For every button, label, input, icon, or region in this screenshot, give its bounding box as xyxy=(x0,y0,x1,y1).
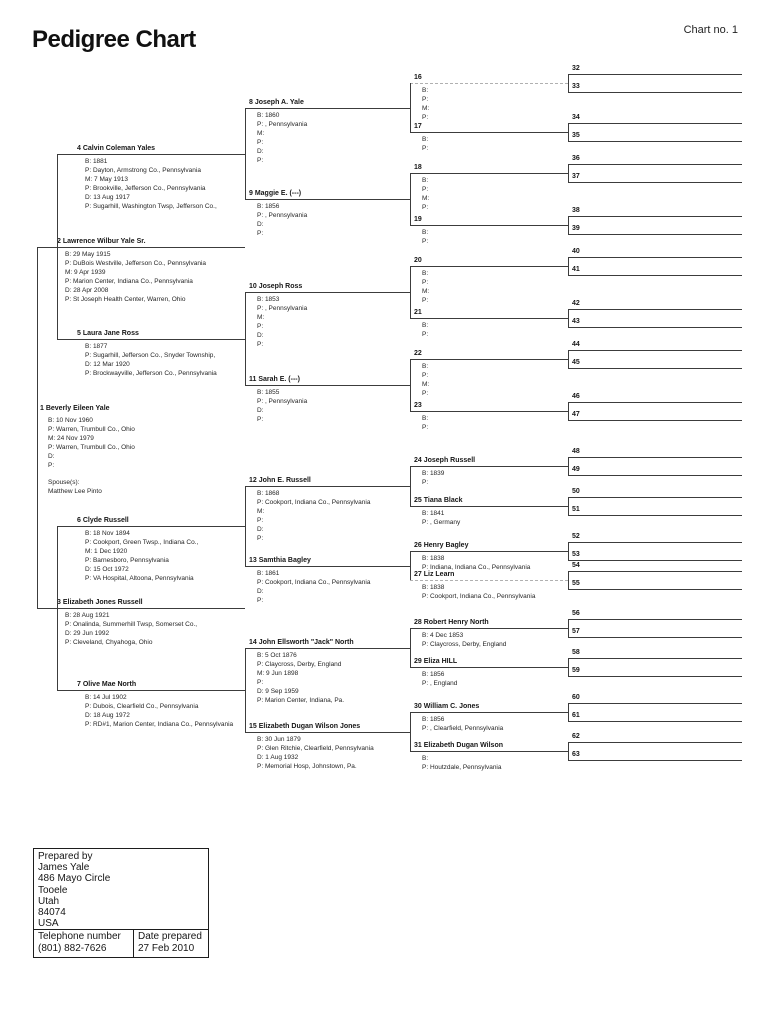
person-number: 47 xyxy=(572,411,580,418)
person-field: B: 1856 xyxy=(422,716,445,723)
pedigree-bracket xyxy=(245,486,246,566)
person-field: P: Claycross, Derby, England xyxy=(257,661,342,668)
person-field: P: xyxy=(422,297,429,304)
person-field: B: 1841 xyxy=(422,510,445,517)
person-field: B: xyxy=(422,177,429,184)
telephone-label: Telephone number xyxy=(38,931,121,942)
pedigree-line xyxy=(410,506,568,507)
pedigree-line xyxy=(568,542,742,543)
pedigree-bracket xyxy=(568,703,569,721)
person-field: M: xyxy=(257,130,265,137)
person-field: P: xyxy=(422,331,429,338)
person-name: 10 Joseph Ross xyxy=(249,283,303,290)
pedigree-line xyxy=(245,292,410,293)
person-field: M: xyxy=(422,105,430,112)
person-number: 34 xyxy=(572,114,580,121)
pedigree-bracket xyxy=(568,658,569,676)
person-field: P: xyxy=(422,96,429,103)
pedigree-line xyxy=(568,257,742,258)
pedigree-line xyxy=(568,515,742,516)
pedigree-line xyxy=(410,132,568,133)
footer-telephone-cell xyxy=(34,930,134,957)
pedigree-line xyxy=(568,74,742,75)
pedigree-bracket xyxy=(245,292,246,385)
pedigree-line xyxy=(410,580,568,581)
pedigree-bracket xyxy=(410,712,411,751)
footer-state: Utah xyxy=(38,895,60,907)
pedigree-line xyxy=(410,712,568,713)
person-field: M: xyxy=(257,314,265,321)
person-field: B: xyxy=(422,322,429,329)
person-number: 45 xyxy=(572,359,580,366)
person-field: P: xyxy=(48,462,55,469)
pedigree-line xyxy=(568,742,742,743)
person-field: P: xyxy=(422,238,429,245)
person-field: P: , Pennsylvania xyxy=(257,398,308,405)
person-number: 46 xyxy=(572,393,580,400)
pedigree-line xyxy=(245,732,410,733)
person-field: P: , Pennsylvania xyxy=(257,305,308,312)
person-name: 1 Beverly Eileen Yale xyxy=(40,405,110,412)
person-field: P: , Clearfield, Pennsylvania xyxy=(422,725,504,732)
pedigree-bracket xyxy=(568,216,569,234)
person-field: P: Brockwayville, Jefferson Co., Pennsylvania xyxy=(85,370,217,377)
person-number: 43 xyxy=(572,318,580,325)
pedigree-line xyxy=(568,164,742,165)
pedigree-line xyxy=(568,141,742,142)
pedigree-line xyxy=(410,359,568,360)
pedigree-line xyxy=(568,658,742,659)
person-number: 63 xyxy=(572,751,580,758)
person-field: B: 1860 xyxy=(257,112,280,119)
pedigree-line xyxy=(568,619,742,620)
page-title: Pedigree Chart xyxy=(32,26,196,53)
pedigree-line xyxy=(568,760,742,761)
person-field: M: xyxy=(422,195,430,202)
person-field: D: xyxy=(257,588,264,595)
pedigree-line xyxy=(410,83,568,84)
person-field: P: DuBois Westville, Jefferson Co., Pennsylvania xyxy=(65,260,207,267)
pedigree-bracket xyxy=(410,83,411,132)
pedigree-line xyxy=(568,571,742,572)
person-field: D: xyxy=(257,148,264,155)
person-number: 61 xyxy=(572,712,580,719)
person-field: P: xyxy=(257,230,264,237)
person-field: B: xyxy=(422,87,429,94)
person-number: 41 xyxy=(572,266,580,273)
date-prepared-value: 27 Feb 2010 xyxy=(138,943,195,954)
pedigree-line xyxy=(245,199,410,200)
person-field: P: xyxy=(257,157,264,164)
pedigree-line xyxy=(568,402,742,403)
person-name: 21 xyxy=(414,309,422,316)
person-number: 55 xyxy=(572,580,580,587)
person-field: P: Warren, Trumbull Co., Ohio xyxy=(48,444,135,451)
pedigree-bracket xyxy=(568,497,569,515)
person-field: P: , Pennsylvania xyxy=(257,121,308,128)
pedigree-line xyxy=(410,318,568,319)
person-field: P: xyxy=(257,679,264,686)
person-name: 17 xyxy=(414,123,422,130)
pedigree-line xyxy=(568,92,742,93)
pedigree-line xyxy=(568,123,742,124)
person-number: 51 xyxy=(572,506,580,513)
person-field: P: xyxy=(257,341,264,348)
person-name: 5 Laura Jane Ross xyxy=(77,330,139,337)
pedigree-line xyxy=(57,154,245,155)
pedigree-bracket xyxy=(568,619,569,637)
pedigree-line xyxy=(410,628,568,629)
pedigree-line xyxy=(568,368,742,369)
footer-city: Tooele xyxy=(38,884,68,896)
person-field: B: 1856 xyxy=(422,671,445,678)
person-field: P: Onalinda, Summerhill Twsp, Somerset Co., xyxy=(65,621,198,628)
person-number: 62 xyxy=(572,733,580,740)
person-field: P: VA Hospital, Altoona, Pennsylvania xyxy=(85,575,194,582)
person-field: B: xyxy=(422,270,429,277)
person-name: 25 Tiana Black xyxy=(414,497,463,504)
person-field: P: St Joseph Health Center, Warren, Ohio xyxy=(65,296,186,303)
pedigree-line xyxy=(37,247,245,248)
person-number: 38 xyxy=(572,207,580,214)
person-field: D: 28 Apr 2008 xyxy=(65,287,109,294)
person-field: P: Claycross, Derby, England xyxy=(422,641,507,648)
pedigree-line xyxy=(568,327,742,328)
person-field: B: 1856 xyxy=(257,203,280,210)
person-number: 60 xyxy=(572,694,580,701)
person-name: 4 Calvin Coleman Yales xyxy=(77,145,156,152)
person-field: P: xyxy=(257,416,264,423)
pedigree-line xyxy=(37,608,245,609)
person-field: D: xyxy=(257,221,264,228)
pedigree-bracket xyxy=(568,123,569,141)
person-field: P: Indiana, Indiana Co., Pennsylvania xyxy=(422,564,531,571)
person-name: 28 Robert Henry North xyxy=(414,619,489,626)
pedigree-line xyxy=(568,309,742,310)
spouse-name: Matthew Lee Pinto xyxy=(48,488,102,495)
person-name: 15 Elizabeth Dugan Wilson Jones xyxy=(249,723,361,730)
person-field: B: 1855 xyxy=(257,389,280,396)
pedigree-bracket xyxy=(410,551,411,580)
pedigree-bracket xyxy=(568,542,569,560)
pedigree-bracket xyxy=(410,359,411,411)
person-field: B: 29 May 1915 xyxy=(65,251,111,258)
pedigree-line xyxy=(568,497,742,498)
person-field: P: Sugarhill, Washington Twsp, Jefferson Co., xyxy=(85,203,217,210)
person-field: P: xyxy=(422,424,429,431)
person-field: D: 1 Aug 1932 xyxy=(257,754,299,761)
footer-country: USA xyxy=(38,918,59,930)
person-field: B: 1838 xyxy=(422,555,445,562)
person-field: M: 9 Apr 1939 xyxy=(65,269,106,276)
person-field: B: 1839 xyxy=(422,470,445,477)
pedigree-bracket xyxy=(410,266,411,318)
person-field: D: 15 Oct 1972 xyxy=(85,566,129,573)
footer-zip: 84074 xyxy=(38,907,66,919)
person-field: P: xyxy=(422,186,429,193)
person-name: 26 Henry Bagley xyxy=(414,542,469,549)
pedigree-line xyxy=(57,690,245,691)
pedigree-line xyxy=(245,108,410,109)
person-number: 56 xyxy=(572,610,580,617)
pedigree-bracket xyxy=(57,154,58,339)
person-name: 27 Liz Learn xyxy=(414,571,455,578)
person-field: P: Cookport, Indiana Co., Pennsylvania xyxy=(257,579,371,586)
pedigree-bracket xyxy=(410,466,411,506)
person-name: 12 John E. Russell xyxy=(249,477,311,484)
person-field: P: Houtzdale, Pennsylvania xyxy=(422,764,502,771)
person-name: 20 xyxy=(414,257,422,264)
person-field: B: 1861 xyxy=(257,570,280,577)
pedigree-line xyxy=(57,526,245,527)
person-name: 30 William C. Jones xyxy=(414,703,480,710)
person-name: 11 Sarah E. (---) xyxy=(249,376,300,383)
chart-number: Chart no. 1 xyxy=(683,24,738,36)
pedigree-line xyxy=(410,667,568,668)
pedigree-bracket xyxy=(568,571,569,589)
person-name: 19 xyxy=(414,216,422,223)
person-field: P: RD#1, Marion Center, Indiana Co., Pennsylvania xyxy=(85,721,234,728)
person-field: P: Barnesboro, Pennsylvania xyxy=(85,557,169,564)
person-field: P: xyxy=(422,114,429,121)
person-name: 31 Elizabeth Dugan Wilson xyxy=(414,742,504,749)
footer-date-cell xyxy=(134,930,208,957)
person-name: 18 xyxy=(414,164,422,171)
person-field: P: Memorial Hosp, Johnstown, Pa. xyxy=(257,763,357,770)
pedigree-line xyxy=(57,339,245,340)
person-field: P: Cookport, Indiana Co., Pennsylvania xyxy=(257,499,371,506)
person-field: P: xyxy=(422,204,429,211)
person-field: P: , England xyxy=(422,680,458,687)
person-field: M: xyxy=(257,508,265,515)
person-field: P: Cleveland, Chyahoga, Ohio xyxy=(65,639,153,646)
person-name: 2 Lawrence Wilbur Yale Sr. xyxy=(57,238,146,245)
person-number: 35 xyxy=(572,132,580,139)
person-field: D: 29 Jun 1992 xyxy=(65,630,110,637)
pedigree-bracket xyxy=(568,74,569,92)
date-prepared-label: Date prepared xyxy=(138,931,202,942)
person-field: M: 24 Nov 1979 xyxy=(48,435,94,442)
person-field: P: Marion Center, Indiana, Pa. xyxy=(257,697,345,704)
pedigree-line xyxy=(568,676,742,677)
person-number: 37 xyxy=(572,173,580,180)
pedigree-line xyxy=(410,173,568,174)
footer-street: 486 Mayo Circle xyxy=(38,873,111,885)
person-number: 59 xyxy=(572,667,580,674)
person-field: B: 1838 xyxy=(422,584,445,591)
person-field: P: Cookport, Green Twsp., Indiana Co., xyxy=(85,539,199,546)
person-number: 40 xyxy=(572,248,580,255)
person-number: 52 xyxy=(572,533,580,540)
person-name: 29 Eliza HILL xyxy=(414,658,458,665)
person-field: B: xyxy=(422,229,429,236)
person-field: P: xyxy=(422,372,429,379)
person-field: B: 1853 xyxy=(257,296,280,303)
person-field: P: Dubois, Clearfield Co., Pennsylvania xyxy=(85,703,199,710)
pedigree-bracket xyxy=(568,457,569,475)
pedigree-line xyxy=(568,216,742,217)
person-field: B: 28 Aug 1921 xyxy=(65,612,110,619)
pedigree-line xyxy=(410,266,568,267)
person-field: B: xyxy=(422,136,429,143)
pedigree-line xyxy=(245,648,410,649)
person-name: 3 Elizabeth Jones Russell xyxy=(57,599,143,606)
pedigree-bracket xyxy=(37,247,38,608)
pedigree-line xyxy=(568,637,742,638)
person-field: P: Brookville, Jefferson Co., Pennsylvania xyxy=(85,185,206,192)
pedigree-line xyxy=(245,385,410,386)
pedigree-line xyxy=(568,457,742,458)
person-field: B: 1877 xyxy=(85,343,108,350)
person-number: 48 xyxy=(572,448,580,455)
person-field: B: 10 Nov 1960 xyxy=(48,417,93,424)
person-name: 9 Maggie E. (---) xyxy=(249,190,302,197)
pedigree-line xyxy=(410,225,568,226)
person-field: P: Dayton, Armstrong Co., Pennsylvania xyxy=(85,167,201,174)
person-field: B: 5 Oct 1876 xyxy=(257,652,297,659)
pedigree-line xyxy=(568,182,742,183)
person-number: 58 xyxy=(572,649,580,656)
person-field: M: 1 Dec 1920 xyxy=(85,548,128,555)
pedigree-line xyxy=(410,411,568,412)
person-number: 42 xyxy=(572,300,580,307)
pedigree-line xyxy=(568,350,742,351)
person-field: D: 12 Mar 1920 xyxy=(85,361,130,368)
person-field: P: Sugarhill, Jefferson Co., Snyder Township, xyxy=(85,352,216,359)
pedigree-bracket xyxy=(568,309,569,327)
pedigree-bracket xyxy=(410,173,411,225)
person-field: P: xyxy=(257,139,264,146)
pedigree-line xyxy=(568,589,742,590)
person-number: 44 xyxy=(572,341,580,348)
pedigree-line xyxy=(245,486,410,487)
person-field: P: xyxy=(257,517,264,524)
person-name: 24 Joseph Russell xyxy=(414,457,476,464)
pedigree-line xyxy=(245,566,410,567)
person-field: B: 1868 xyxy=(257,490,280,497)
person-field: D: 13 Aug 1917 xyxy=(85,194,130,201)
person-field: P: Cookport, Indiana Co., Pennsylvania xyxy=(422,593,536,600)
person-field: B: 18 Nov 1894 xyxy=(85,530,130,537)
pedigree-line xyxy=(568,420,742,421)
footer-preparer-name: James Yale xyxy=(38,862,90,874)
person-number: 54 xyxy=(572,562,580,569)
person-field: P: xyxy=(257,535,264,542)
person-name: 16 xyxy=(414,74,422,81)
pedigree-line xyxy=(568,475,742,476)
pedigree-line xyxy=(410,551,568,552)
person-field: B: xyxy=(422,415,429,422)
person-number: 33 xyxy=(572,83,580,90)
telephone-number: (801) 882-7626 xyxy=(38,943,107,954)
person-number: 53 xyxy=(572,551,580,558)
person-field: D: xyxy=(257,332,264,339)
pedigree-bracket xyxy=(568,257,569,275)
person-number: 50 xyxy=(572,488,580,495)
footer-contact-row xyxy=(34,929,208,957)
person-field: B: 1881 xyxy=(85,158,108,165)
person-number: 32 xyxy=(572,65,580,72)
person-field: M: xyxy=(422,288,430,295)
person-field: P: xyxy=(422,279,429,286)
person-field: P: Glen Ritchie, Clearfield, Pennsylvania xyxy=(257,745,374,752)
pedigree-line xyxy=(568,234,742,235)
person-number: 49 xyxy=(572,466,580,473)
person-number: 57 xyxy=(572,628,580,635)
person-field: P: Warren, Trumbull Co., Ohio xyxy=(48,426,135,433)
person-field: M: 7 May 1913 xyxy=(85,176,128,183)
person-field: D: xyxy=(257,407,264,414)
pedigree-bracket xyxy=(245,648,246,732)
person-field: P: xyxy=(422,479,429,486)
person-field: P: , Germany xyxy=(422,519,461,526)
person-field: D: 9 Sep 1959 xyxy=(257,688,299,695)
person-field: P: , Pennsylvania xyxy=(257,212,308,219)
person-field: B: xyxy=(422,363,429,370)
person-field: D: 18 Aug 1972 xyxy=(85,712,130,719)
person-name: 22 xyxy=(414,350,422,357)
pedigree-bracket xyxy=(568,164,569,182)
pedigree-bracket xyxy=(57,526,58,690)
person-name: 23 xyxy=(414,402,422,409)
person-field: B: xyxy=(422,755,429,762)
prepared-by-box xyxy=(33,848,209,958)
spouse-label: Spouse(s): xyxy=(48,479,80,486)
person-field: P: xyxy=(422,390,429,397)
person-name: 7 Olive Mae North xyxy=(77,681,137,688)
person-field: M: xyxy=(422,381,430,388)
pedigree-bracket xyxy=(568,742,569,760)
person-field: D: xyxy=(48,453,55,460)
person-field: B: 30 Jun 1879 xyxy=(257,736,301,743)
pedigree-line xyxy=(568,703,742,704)
pedigree-line xyxy=(568,275,742,276)
person-name: 13 Samthia Bagley xyxy=(249,557,311,564)
pedigree-line xyxy=(410,751,568,752)
person-field: P: xyxy=(257,323,264,330)
pedigree-bracket xyxy=(568,350,569,368)
pedigree-line xyxy=(410,466,568,467)
person-number: 36 xyxy=(572,155,580,162)
pedigree-bracket xyxy=(245,108,246,199)
pedigree-bracket xyxy=(410,628,411,667)
person-field: P: xyxy=(422,145,429,152)
person-field: P: Marion Center, Indiana Co., Pennsylvania xyxy=(65,278,193,285)
person-field: B: 4 Dec 1853 xyxy=(422,632,464,639)
person-field: M: 9 Jun 1898 xyxy=(257,670,299,677)
person-number: 39 xyxy=(572,225,580,232)
person-name: 6 Clyde Russell xyxy=(77,517,129,524)
person-field: B: 14 Jul 1902 xyxy=(85,694,127,701)
footer-prepared-by-label: Prepared by xyxy=(38,851,93,862)
pedigree-line xyxy=(568,560,742,561)
person-field: P: xyxy=(257,597,264,604)
pedigree-line xyxy=(568,721,742,722)
person-field: D: xyxy=(257,526,264,533)
pedigree-bracket xyxy=(568,402,569,420)
person-name: 8 Joseph A. Yale xyxy=(249,99,304,106)
person-name: 14 John Ellsworth "Jack" North xyxy=(249,639,354,646)
